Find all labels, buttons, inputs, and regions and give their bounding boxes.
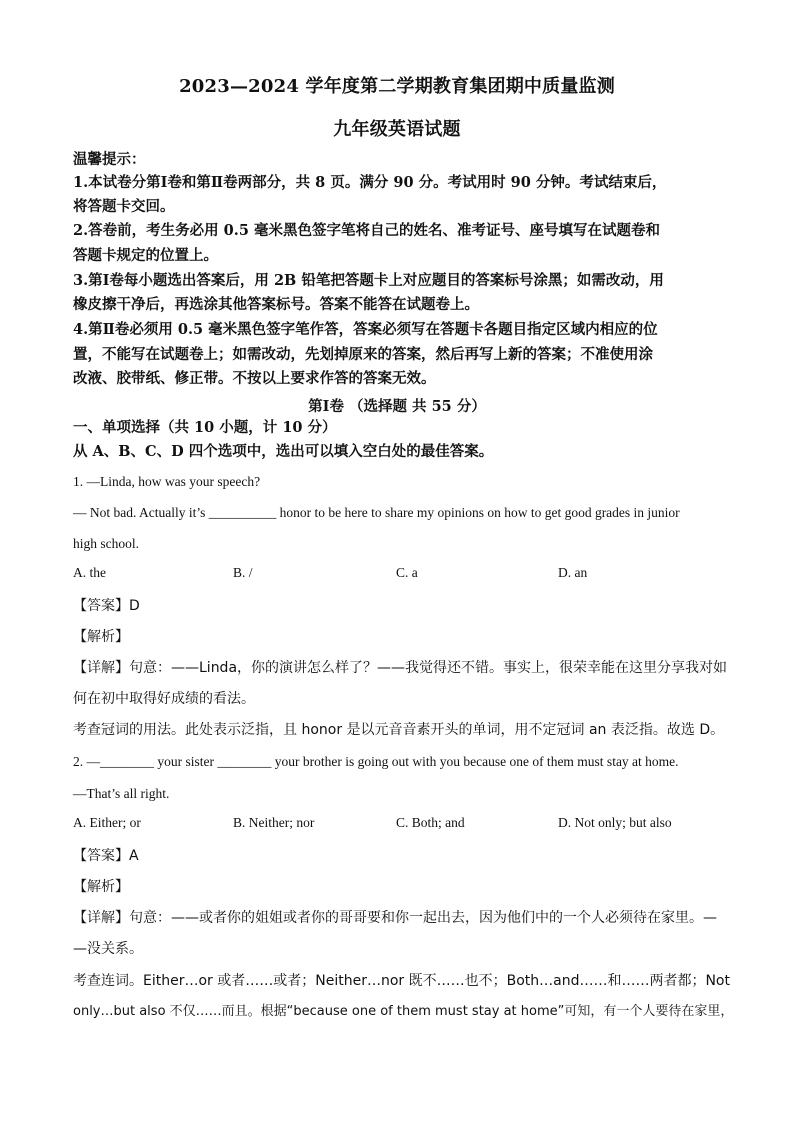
part-instruction: 从 A、B、C、D 四个选项中，选出可以填入空白处的最佳答案。 <box>73 443 494 460</box>
option-b: B. Neither; nor <box>233 815 315 830</box>
question-2-reply: —That’s all right. <box>73 786 170 801</box>
tips-line: 将答题卡交回。 <box>73 198 175 215</box>
tips-line: 答题卡规定的位置上。 <box>73 247 218 264</box>
analysis-label: 【解析】 <box>73 629 129 645</box>
tips-line: 1.本试卷分第Ⅰ卷和第Ⅱ卷两部分，共 8 页。满分 90 分。考试用时 90 分钟。考试结束后， <box>73 174 667 191</box>
analysis-detail: only…but also 不仅……而且。根据“because one of them must stay at home”可知，有一个人要待在家里， <box>73 1004 734 1019</box>
analysis-detail: 【详解】句意：——Linda，你的演讲怎么样了？——我觉得还不错。事实上，很荣幸能在这里分享我对如 <box>73 660 728 676</box>
option-d: D. Not only; but also <box>558 815 672 830</box>
option-a: A. Either; or <box>73 815 141 830</box>
analysis-detail: —没关系。 <box>73 941 143 957</box>
tips-heading: 温馨提示： <box>73 151 146 168</box>
tips-line: 4.第Ⅱ卷必须用 0.5 毫米黑色签字笔作答，答案必须写在答题卡各题目指定区域内相应的位 <box>73 321 658 338</box>
question-1-text: — Not bad. Actually it’s __________ honor to be here to share my opinions on how to get good grades in junior <box>73 505 680 520</box>
analysis-detail: 考查连词。Either…or 或者……或者；Neither…nor 既不……也不；Both…and……和……两者都；Not <box>73 973 730 989</box>
option-b: B. / <box>233 565 253 580</box>
answer-label: 【答案】A <box>73 848 139 864</box>
analysis-detail: 【详解】句意：——或者你的姐姐或者你的哥哥要和你一起出去，因为他们中的一个人必须待在家里。— <box>73 910 717 926</box>
part-heading: 一、单项选择（共 10 小题，计 10 分） <box>73 419 337 436</box>
exam-title: 2023—2024 学年度第二学期教育集团期中质量监测 <box>179 76 615 97</box>
question-1-prompt: 1. —Linda, how was your speech? <box>73 474 261 489</box>
section-header: 第Ⅰ卷 （选择题 共 55 分） <box>308 398 486 415</box>
analysis-detail: 何在初中取得好成绩的看法。 <box>73 691 255 707</box>
tips-line: 置，不能写在试题卷上；如需改动，先划掉原来的答案，然后再写上新的答案；不准使用涂 <box>73 346 653 363</box>
question-1-text-cont: high school. <box>73 536 139 551</box>
option-c: C. a <box>396 565 418 580</box>
answer-label: 【答案】D <box>73 598 140 614</box>
option-a: A. the <box>73 565 106 580</box>
tips-line: 橡皮擦干净后，再选涂其他答案标号。答案不能答在试题卷上。 <box>73 296 479 313</box>
option-d: D. an <box>558 565 588 580</box>
analysis-label: 【解析】 <box>73 879 129 895</box>
analysis-detail: 考查冠词的用法。此处表示泛指，且 honor 是以元音音素开头的单词，用不定冠词 an 表泛指。故选 D。 <box>73 722 725 738</box>
tips-line: 3.第Ⅰ卷每小题选出答案后，用 2B 铅笔把答题卡上对应题目的答案标号涂黑；如需改动，用 <box>73 272 664 289</box>
exam-subtitle: 九年级英语试题 <box>333 119 461 140</box>
question-2-prompt: 2. —________ your sister ________ your brother is going out with you because one of them must stay at home. <box>73 754 679 769</box>
option-c: C. Both; and <box>396 815 465 830</box>
tips-line: 2.答卷前，考生务必用 0.5 毫米黑色签字笔将自己的姓名、准考证号、座号填写在试题卷和 <box>73 222 660 239</box>
tips-line: 改液、胶带纸、修正带。不按以上要求作答的答案无效。 <box>73 370 436 387</box>
